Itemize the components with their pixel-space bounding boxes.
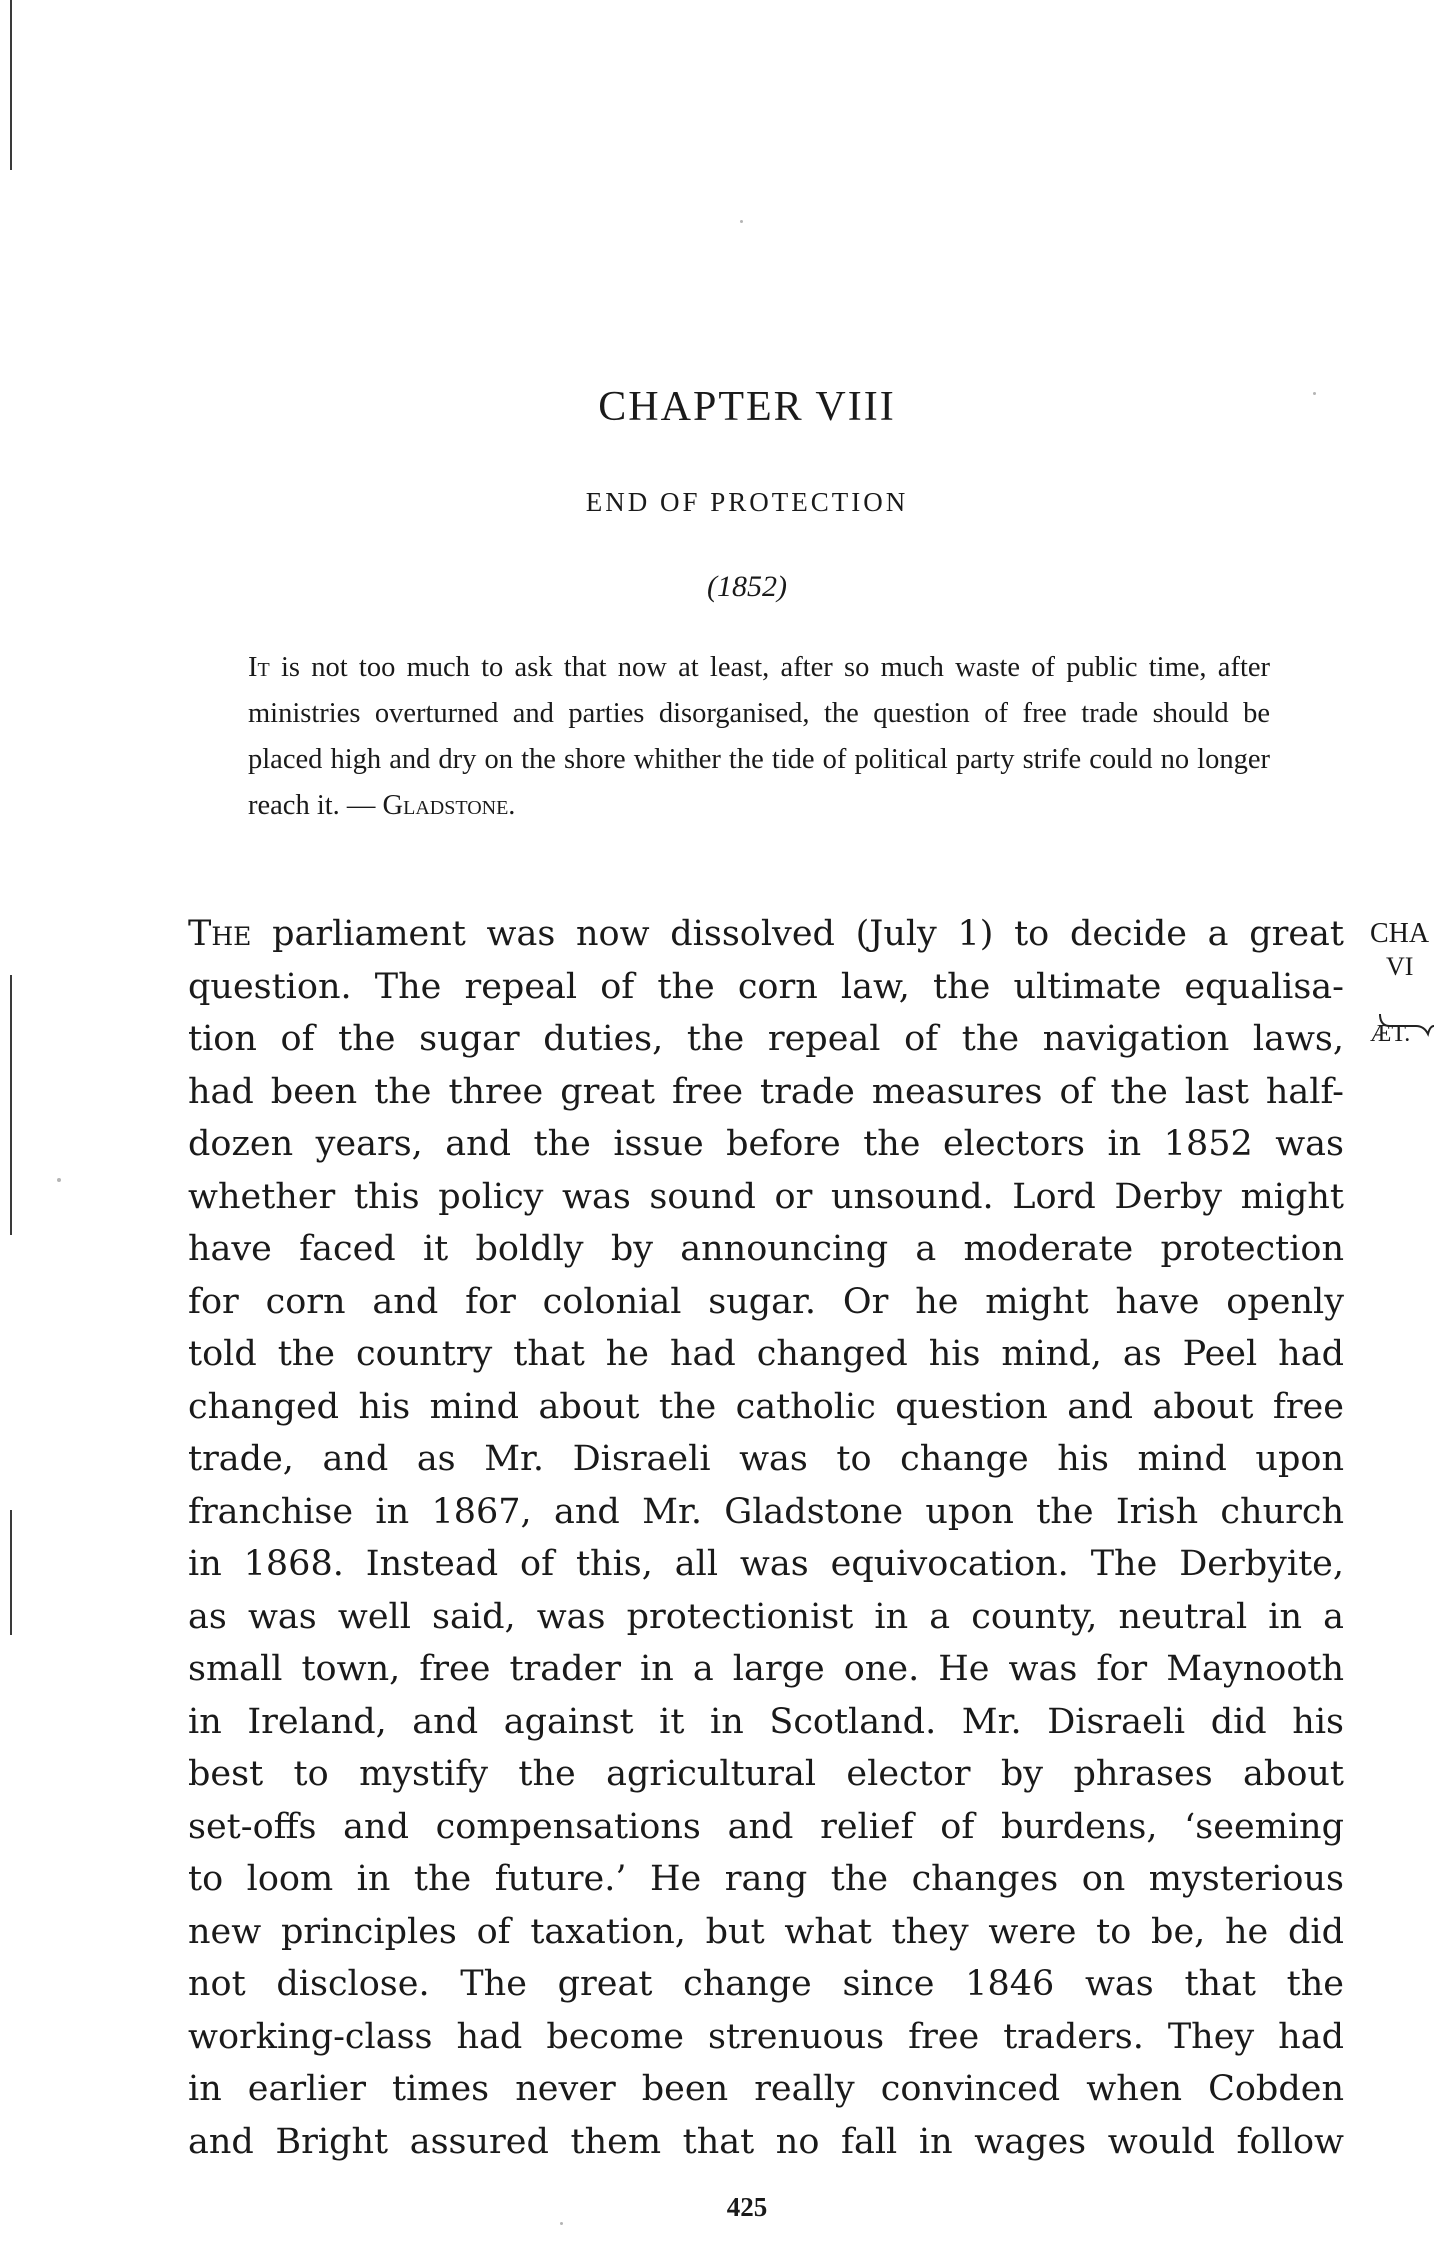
margin-brace-icon [1376,1012,1434,1040]
chapter-year: (1852) [707,570,787,603]
page-number: 425 [726,2192,768,2222]
margin-note-chapter: CHA [1370,918,1430,949]
epigraph-text: is not too much to ask that now at least, after so much waste of public time, after ministries overturned and parties disorganised, the question of free trade should be placed high and dry on the shore whither the tide of political party strife could no longer reach it. — [248,652,1270,821]
body-line: working-class had become strenuous free traders. They had [188,2016,1344,2057]
body-line: to loom in the future.’ He rang the changes on mysterious [188,1859,1344,1899]
margin-note-age: ÆT. [1370,1021,1411,1047]
body-line: told the country that he had changed his mind, as Peel had [188,1334,1344,1374]
body-line: dozen years, and the issue before the electors in 1852 was [188,1124,1344,1164]
body-line: small town, free trader in a large one. He was for Maynooth [188,1649,1344,1689]
chapter-subtitle: END OF PROTECTION [585,487,909,517]
body-line: had been the three great free trade measures of the last half- [188,1071,1344,1112]
body-line: question. The repeal of the corn law, the ultimate equalisa- [188,966,1344,1007]
body-line: as was well said, was protectionist in a county, neutral in a [188,1596,1344,1637]
chapter-title: CHAPTER VIII [598,384,896,430]
body-line: franchise in 1867, and Mr. Gladstone upon the Irish church [188,1491,1344,1532]
page-edge-rule [10,1510,12,1635]
margin-note-number: VI [1386,952,1414,981]
body-line: in Ireland, and against it in Scotland. Mr. Disraeli did his [188,1701,1344,1742]
epigraph-attribution: Gladstone. [382,790,516,821]
page-edge-rule [10,975,12,1235]
body-line: changed his mind about the catholic question and about free [188,1386,1344,1427]
body-line: trade, and as Mr. Disraeli was to change his mind upon [188,1439,1344,1479]
body-line: The parliament was now dissolved (July 1) to decide a great [188,914,1344,954]
page-edge-rule [10,0,12,170]
epigraph [248,645,1270,829]
scan-speck [740,220,743,223]
body-line: for corn and for colonial sugar. Or he might have openly [188,1281,1344,1322]
body-line: and Bright assured them that no fall in wages would follow [188,2121,1344,2162]
body-paragraph [188,908,1344,2168]
scan-speck [57,1178,61,1182]
body-line: in 1868. Instead of this, all was equivocation. The Derbyite, [188,1544,1344,1584]
body-line: tion of the sugar duties, the repeal of the navigation laws, [188,1019,1344,1059]
body-line: have faced it boldly by announcing a moderate protection [188,1229,1344,1269]
body-lead: The [188,914,252,954]
body-line: set-offs and compensations and relief of burdens, ‘seeming [188,1806,1344,1847]
body-line: in earlier times never been really convinced when Cobden [188,2069,1344,2109]
epigraph-lead: It [248,652,270,683]
body-line: not disclose. The great change since 1846 was that the [188,1964,1344,2004]
body-line: whether this policy was sound or unsound. Lord Derby might [188,1176,1344,1217]
body-line: new principles of taxation, but what they were to be, he did [188,1911,1344,1952]
body-line: best to mystify the agricultural elector by phrases about [188,1754,1344,1794]
